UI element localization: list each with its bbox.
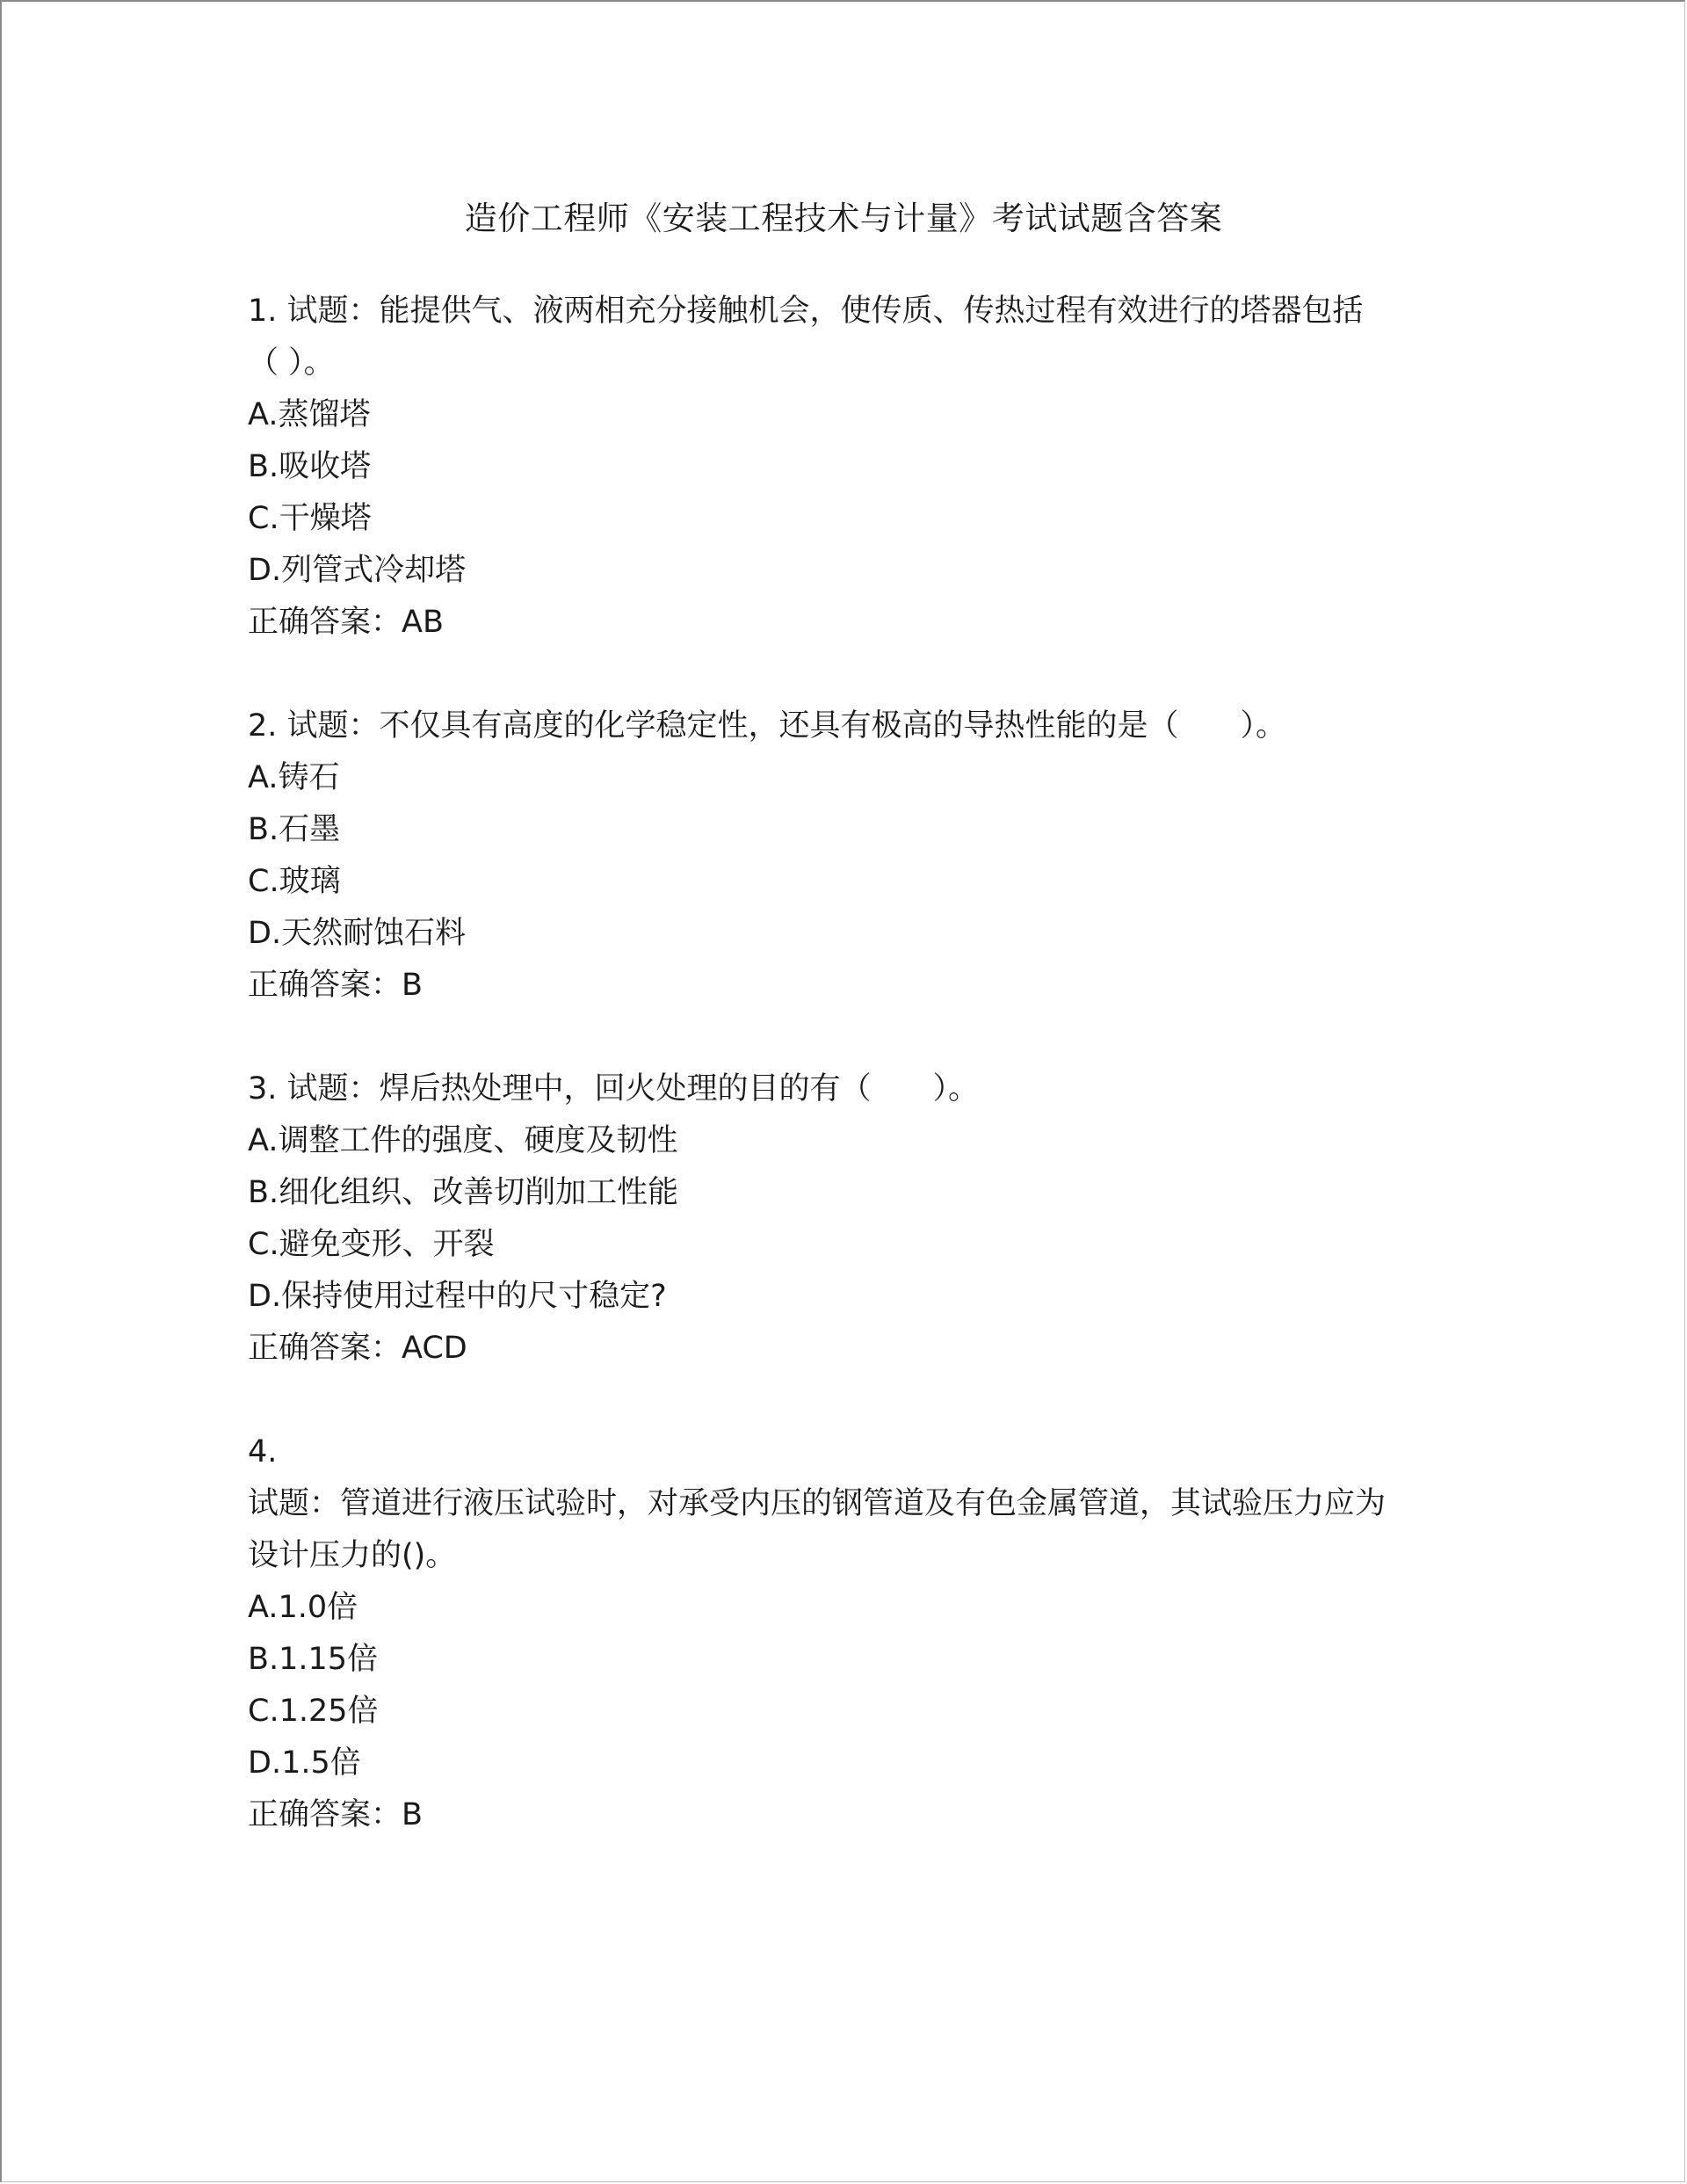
correct-answer: 正确答案：B xyxy=(248,1797,424,1832)
option-a: A.铸石 xyxy=(248,760,340,795)
question-1 xyxy=(248,286,1443,649)
option-a: A.调整工件的强度、硬度及韧性 xyxy=(248,1123,678,1158)
document-title: 造价工程师《安装工程技术与计量》考试试题含答案 xyxy=(464,200,1223,237)
correct-answer: 正确答案：AB xyxy=(248,605,444,640)
question-3 xyxy=(248,1063,1443,1375)
option-b: B.石墨 xyxy=(248,812,341,847)
question-stem: 1. 试题：能提供气、液两相充分接触机会，使传质、传热过程有效进行的塔器包括（ ）。 xyxy=(248,294,1364,381)
option-b: B.吸收塔 xyxy=(248,449,372,484)
option-c: C.避免变形、开裂 xyxy=(248,1227,495,1262)
option-b: B.1.15倍 xyxy=(248,1642,379,1677)
option-d: D.列管式冷却塔 xyxy=(248,553,467,588)
option-c: C.1.25倍 xyxy=(248,1694,379,1729)
question-stem: 2. 试题：不仅具有高度的化学稳定性，还具有极高的导热性能的是（ ）。 xyxy=(248,708,1287,744)
question-list xyxy=(248,286,1443,1893)
correct-answer: 正确答案：B xyxy=(248,968,424,1003)
option-b: B.细化组织、改善切削加工性能 xyxy=(248,1175,679,1210)
question-stem: 3. 试题：焊后热处理中，回火处理的目的有（ ）。 xyxy=(248,1071,980,1107)
option-a: A.蒸馏塔 xyxy=(248,397,371,432)
correct-answer: 正确答案：ACD xyxy=(248,1331,467,1366)
option-c: C.干燥塔 xyxy=(248,501,372,536)
question-stem: 试题：管道进行液压试验时，对承受内压的钢管道及有色金属管道，其试验压力应为设计压力的()。 xyxy=(248,1486,1387,1573)
option-d: D.保持使用过程中的尺寸稳定? xyxy=(248,1279,667,1314)
option-c: C.玻璃 xyxy=(248,864,341,899)
option-a: A.1.0倍 xyxy=(248,1590,358,1625)
question-4 xyxy=(248,1426,1443,1841)
option-d: D.天然耐蚀石料 xyxy=(248,916,467,951)
option-d: D.1.5倍 xyxy=(248,1745,361,1781)
question-number: 4. xyxy=(248,1434,278,1469)
question-2 xyxy=(248,700,1443,1012)
